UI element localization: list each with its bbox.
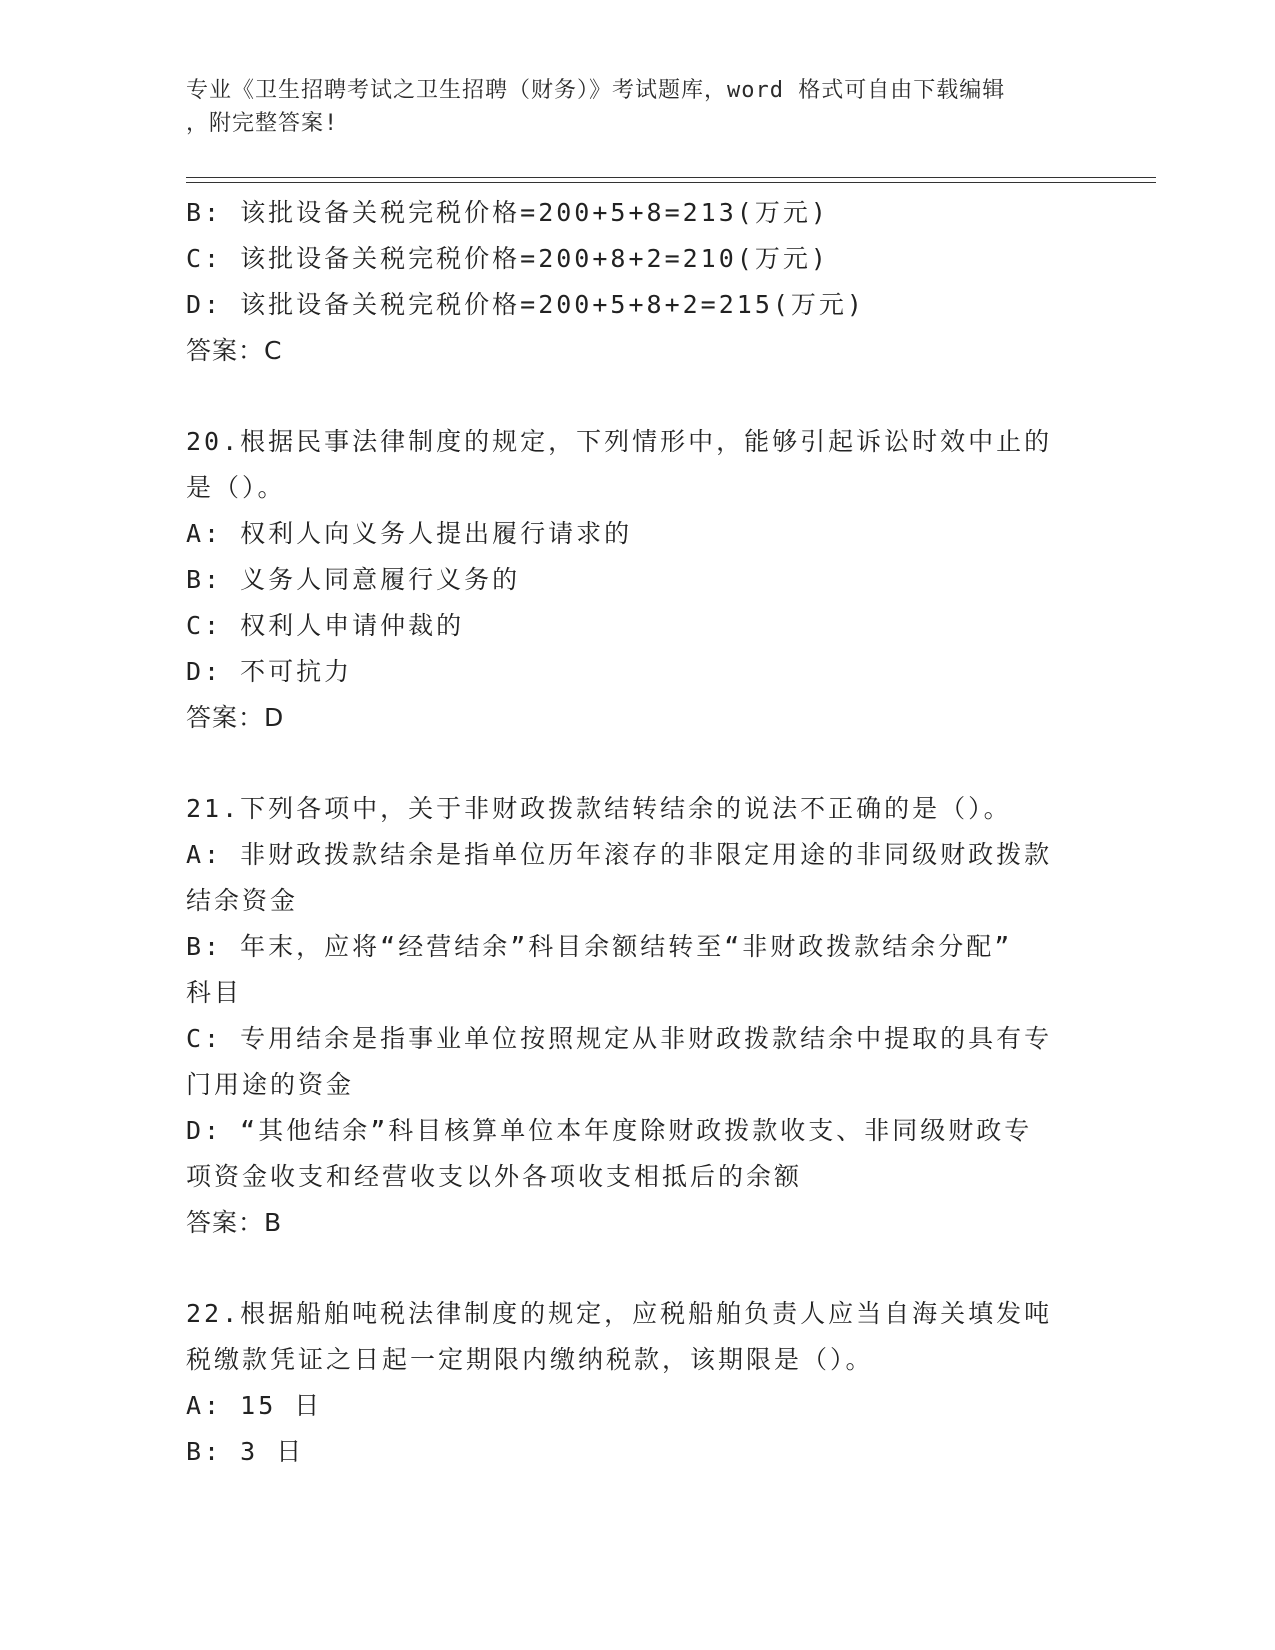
document-header — [186, 74, 1066, 140]
q21-stem-line-1: 21.下列各项中，关于非财政拨款结转结余的说法不正确的是（）。 — [186, 794, 1012, 823]
q21-option-a-line-1: A: 非财政拨款结余是指单位历年滚存的非限定用途的非同级财政拨款 — [186, 840, 1053, 869]
q21-option-c-line-2: 门用途的资金 — [186, 1070, 355, 1099]
q22-option-b: B: 3 日 — [186, 1437, 305, 1466]
q21-answer: 答案：B — [186, 1208, 283, 1237]
question-22 — [186, 1291, 1086, 1475]
question-20 — [186, 419, 1086, 741]
q20-option-a: A: 权利人向义务人提出履行请求的 — [186, 519, 633, 548]
q20-answer: 答案：D — [186, 703, 285, 732]
q22-stem-line-1: 22.根据船舶吨税法律制度的规定，应税船舶负责人应当自海关填发吨 — [186, 1299, 1053, 1328]
q21-option-b-line-2: 科目 — [186, 978, 243, 1007]
q20-option-b: B: 义务人同意履行义务的 — [186, 565, 521, 594]
q21-option-d-line-1: D: “其他结余”科目核算单位本年度除财政拨款收支、非同级财政专 — [186, 1116, 1033, 1145]
question-21 — [186, 786, 1086, 1246]
q20-stem-line-1: 20.根据民事法律制度的规定，下列情形中，能够引起诉讼时效中止的 — [186, 427, 1053, 456]
q19-option-b: B: 该批设备关税完税价格=200+5+8=213(万元) — [186, 198, 829, 227]
q20-option-c: C: 权利人申请仲裁的 — [186, 611, 465, 640]
q22-stem-line-2: 税缴款凭证之日起一定期限内缴纳税款，该期限是（）。 — [186, 1345, 874, 1374]
header-line-2: ，附完整答案! — [186, 111, 339, 136]
q21-option-a-line-2: 结余资金 — [186, 886, 299, 915]
question-19-tail — [186, 190, 1086, 374]
header-line-1: 专业《卫生招聘考试之卫生招聘（财务）》考试题库，word 格式可自由下载编辑 — [186, 78, 1006, 103]
header-divider-bottom — [186, 182, 1156, 183]
question-list — [186, 190, 1086, 1475]
q19-option-d: D: 该批设备关税完税价格=200+5+8+2=215(万元) — [186, 290, 865, 319]
q19-answer: 答案：C — [186, 336, 283, 365]
q21-option-b-line-1: B: 年末，应将“经营结余”科目余额结转至“非财政拨款结余分配” — [186, 932, 1013, 961]
q19-option-c: C: 该批设备关税完税价格=200+8+2=210(万元) — [186, 244, 829, 273]
q21-option-d-line-2: 项资金收支和经营收支以外各项收支相抵后的余额 — [186, 1162, 803, 1191]
q20-stem-line-2: 是（）。 — [186, 473, 286, 502]
q21-option-c-line-1: C: 专用结余是指事业单位按照规定从非财政拨款结余中提取的具有专 — [186, 1024, 1053, 1053]
header-divider-top — [186, 177, 1156, 178]
q20-option-d: D: 不可抗力 — [186, 657, 353, 686]
q22-option-a: A: 15 日 — [186, 1391, 323, 1420]
